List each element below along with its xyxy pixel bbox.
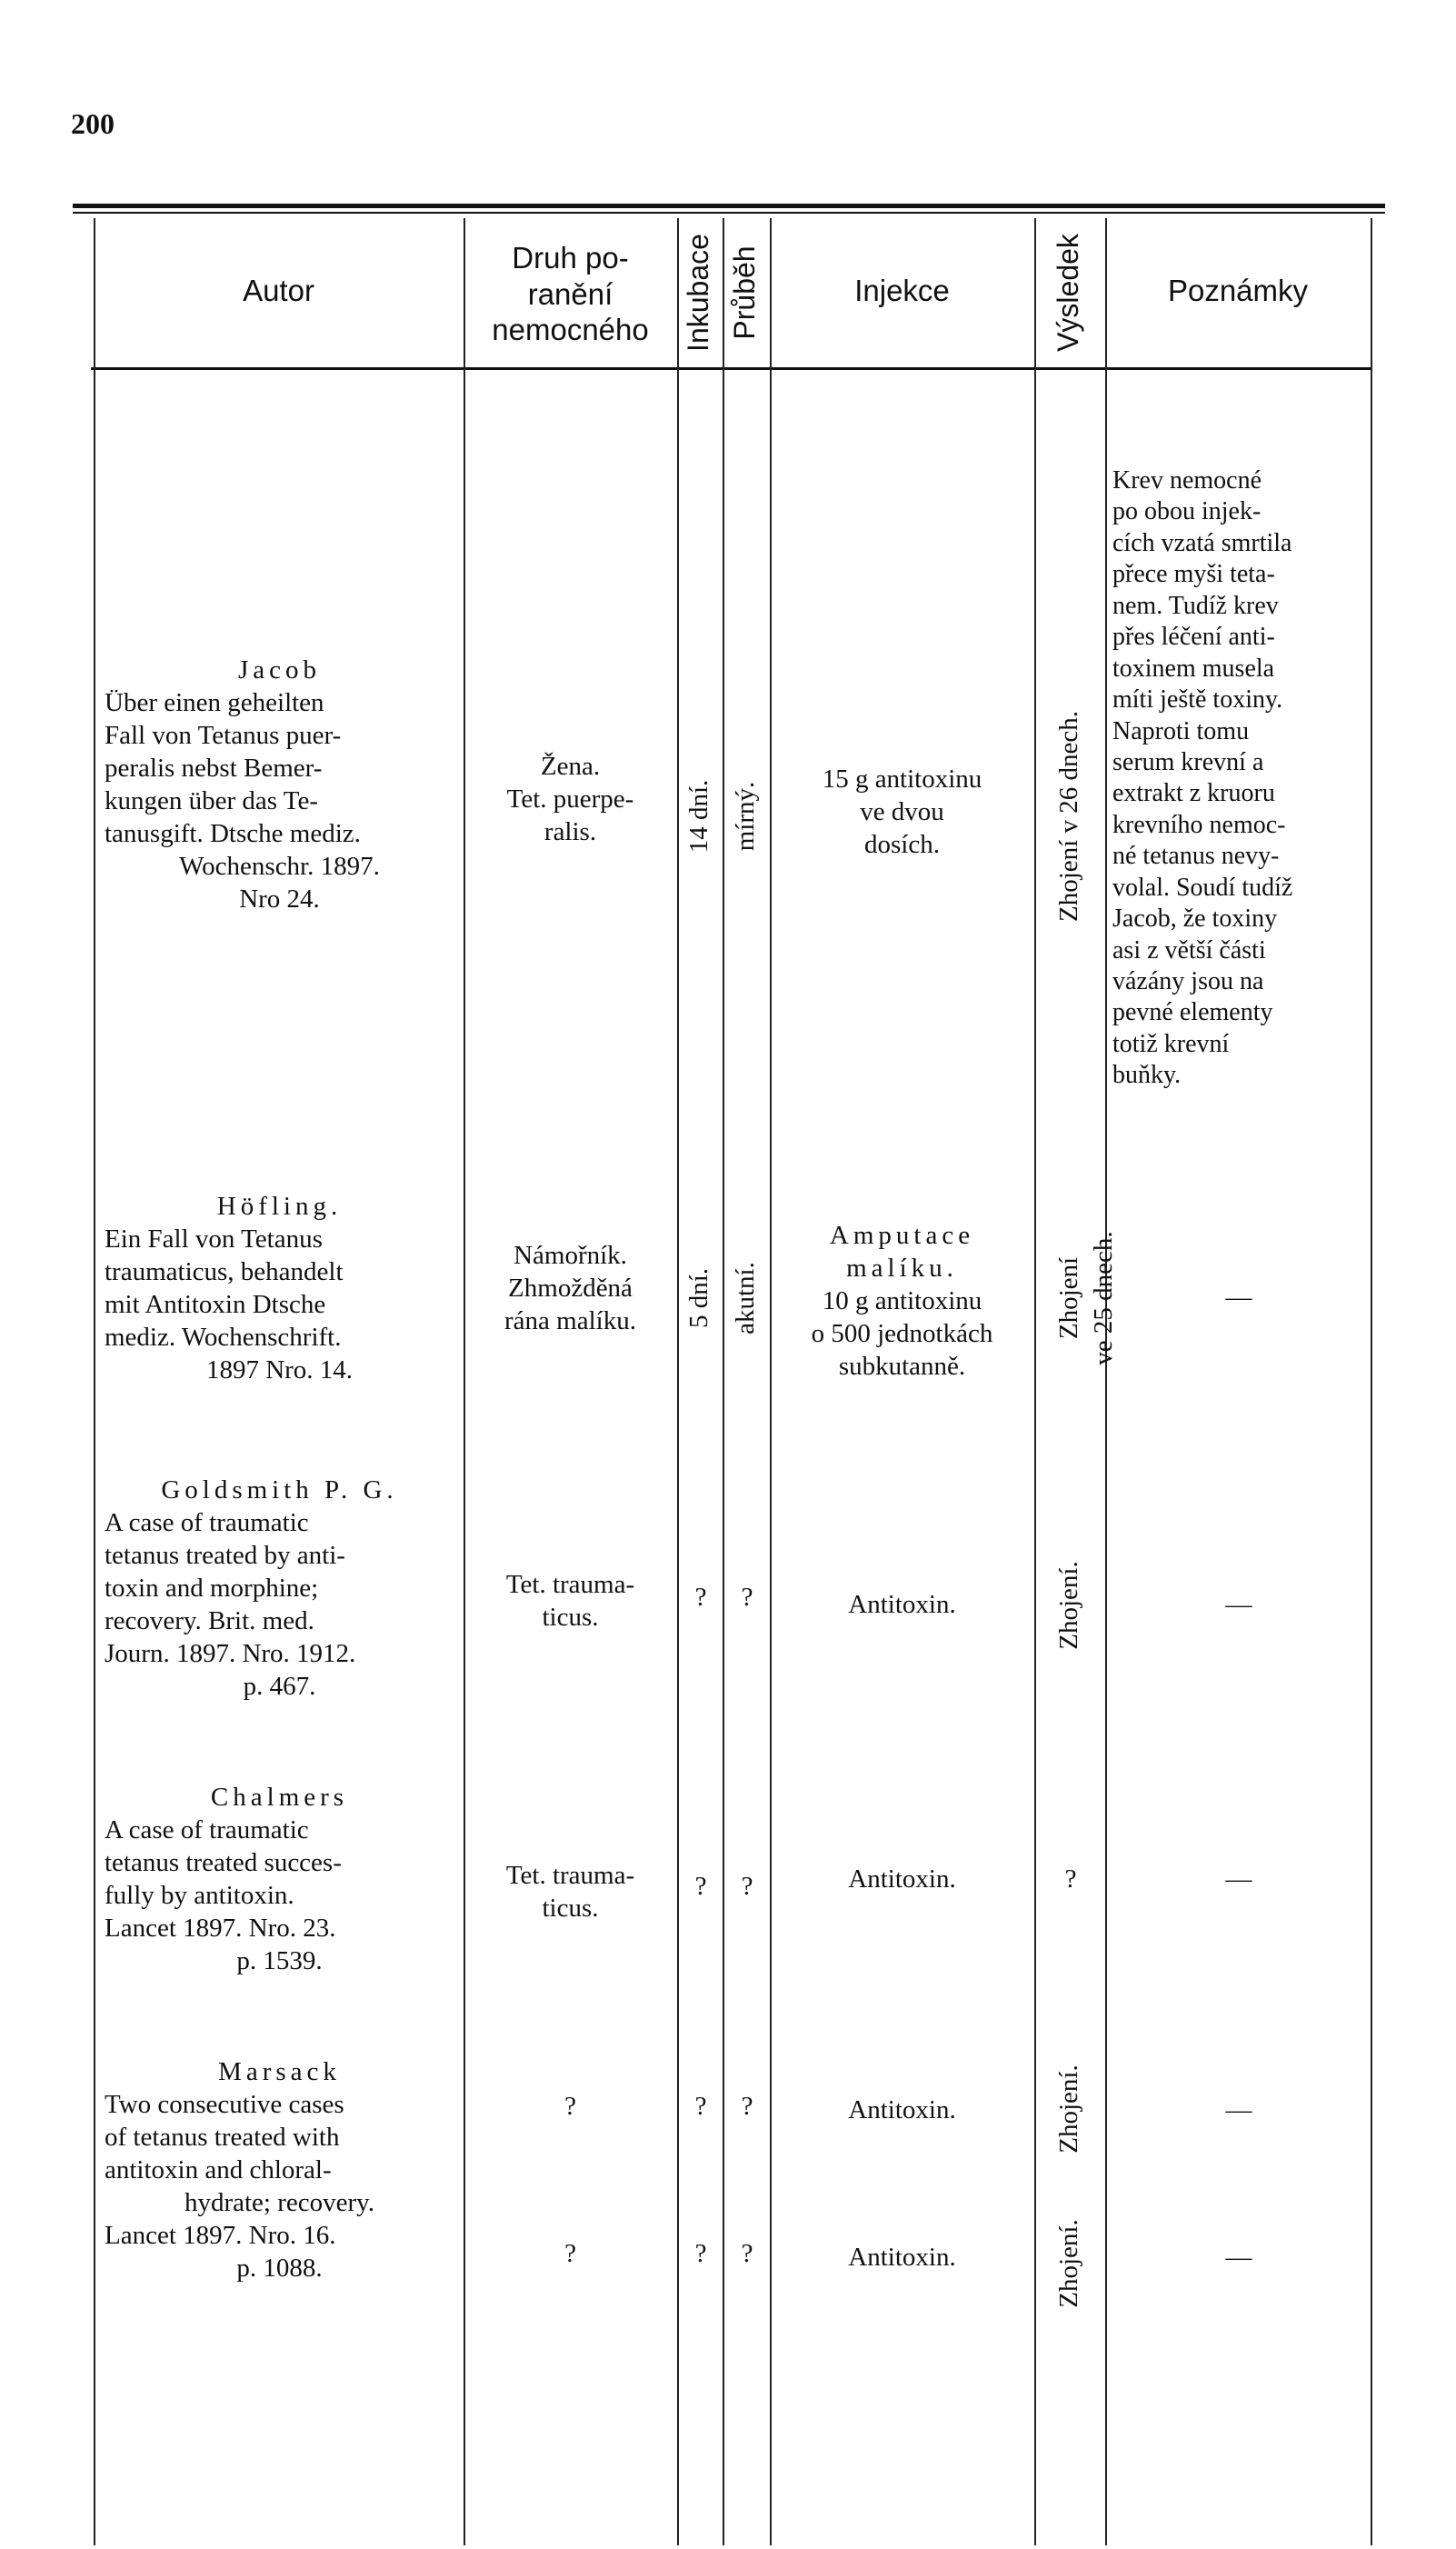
row-marsack-1-poznamky: — xyxy=(1225,2095,1252,2124)
row-hofling-prubeh: akutní. xyxy=(731,1262,760,1334)
citation-line: Ein Fall von Tetanus xyxy=(105,1224,323,1254)
note-line: přes léčení anti- xyxy=(1112,623,1275,652)
row-chalmers-injekce: Antitoxin. xyxy=(848,1864,956,1894)
author-name: Chalmers xyxy=(210,1783,349,1812)
row-marsack-2-druh: ? xyxy=(564,2239,576,2268)
author-name: Marsack xyxy=(218,2057,341,2086)
citation-line: tetanus treated succes- xyxy=(105,1847,342,1877)
citation-line: p. 1539. xyxy=(236,1945,323,1975)
row-goldsmith-druh xyxy=(465,1569,675,1634)
col-divider-3 xyxy=(723,218,724,2545)
citation-line: hydrate; recovery. xyxy=(184,2187,375,2217)
row-marsack-1-inkubace: ? xyxy=(694,2092,707,2121)
injekce-line: ve dvou xyxy=(860,796,944,826)
note-line: Jacob, že toxiny xyxy=(1112,905,1278,934)
note-line: po obou injek- xyxy=(1112,497,1262,526)
row-goldsmith-poznamky: — xyxy=(1225,1590,1252,1619)
citation-line: tanusgift. Dtsche mediz. xyxy=(105,818,361,848)
header-vysledek: Výsledek xyxy=(1052,234,1084,352)
citation-line: Journ. 1897. Nro. 1912. xyxy=(105,1638,356,1668)
row-jacob-poznamky xyxy=(1112,465,1365,1092)
injekce-line: 10 g antitoxinu xyxy=(822,1285,982,1315)
citation-line: peralis nebst Bemer- xyxy=(105,753,323,783)
citation-line: Two consecutive cases xyxy=(105,2089,344,2119)
note-line: asi z větší části xyxy=(1112,935,1266,965)
author-name: Jacob xyxy=(237,655,322,685)
note-line: extrakt z kruoru xyxy=(1112,779,1275,808)
druh-line: Tet. puerpe- xyxy=(506,784,634,814)
header-druh xyxy=(464,240,677,348)
citation-line: tetanus treated by anti- xyxy=(105,1540,345,1570)
citation-line: Nro 24. xyxy=(239,884,320,914)
citation-line: mit Antitoxin Dtsche xyxy=(105,1289,326,1319)
note-line: cích vzatá smrtila xyxy=(1112,528,1292,557)
row-chalmers-vysledek: ? xyxy=(1064,1864,1077,1894)
citation-line: Lancet 1897. Nro. 23. xyxy=(105,1913,336,1943)
note-line: přece myši teta- xyxy=(1112,560,1275,589)
citation-line: Fall von Tetanus puer- xyxy=(105,720,342,750)
row-marsack-2-prubeh: ? xyxy=(741,2239,753,2268)
citation-line: traumaticus, behandelt xyxy=(105,1256,344,1286)
druh-line: ralis. xyxy=(544,816,597,846)
col-divider-2 xyxy=(677,218,679,2545)
note-line: Naproti tomu xyxy=(1112,716,1250,745)
note-line: vázány jsou na xyxy=(1112,967,1264,995)
note-line: Krev nemocné xyxy=(1112,466,1262,495)
citation-line: kungen über das Te- xyxy=(105,785,319,815)
header-druh-line: ranění xyxy=(527,276,613,311)
citation-line: p. 467. xyxy=(243,1671,316,1701)
row-jacob-author-block xyxy=(105,655,454,916)
citation-line: toxin and morphine; xyxy=(105,1573,319,1603)
druh-line: rána malíku. xyxy=(504,1305,636,1335)
row-chalmers-druh xyxy=(465,1860,675,1925)
citation-line: A case of traumatic xyxy=(105,1814,309,1844)
note-line: pevné elementy xyxy=(1112,998,1273,1027)
row-chalmers-prubeh: ? xyxy=(741,1872,753,1901)
citation-line: fully by antitoxin. xyxy=(105,1880,294,1910)
header-druh-line: nemocného xyxy=(492,313,649,347)
row-hofling-injekce xyxy=(772,1220,1032,1384)
header-inkubace: Inkubace xyxy=(682,234,714,352)
druh-line: Námořník. xyxy=(514,1241,627,1270)
druh-line: Tet. trauma- xyxy=(505,1861,635,1890)
row-hofling-inkubace: 5 dní. xyxy=(684,1267,713,1329)
citation-line: A case of traumatic xyxy=(105,1507,309,1537)
citation-line: Über einen geheilten xyxy=(105,687,324,717)
row-marsack-2-vysledek: Zhojení. xyxy=(1054,2219,1083,2308)
row-marsack-2-injekce: Antitoxin. xyxy=(848,2243,956,2272)
row-hofling-vysledek-1: Zhojení xyxy=(1054,1256,1083,1340)
citation-line: p. 1088. xyxy=(236,2253,323,2283)
header-autor: Autor xyxy=(243,274,314,307)
citation-line: Wochenschr. 1897. xyxy=(179,851,380,881)
note-line: míti ještě toxiny. xyxy=(1112,685,1283,715)
row-hofling-author-block xyxy=(105,1191,454,1387)
note-line: né tetanus nevy- xyxy=(1112,842,1280,871)
row-goldsmith-author-block xyxy=(105,1474,454,1704)
druh-line: ticus. xyxy=(542,1893,599,1923)
row-hofling-vysledek-2: ve 25 dnech. xyxy=(1089,1231,1118,1365)
citation-line: 1897 Nro. 14. xyxy=(205,1354,354,1384)
row-marsack-author-block xyxy=(105,2056,454,2285)
injekce-line: malíku. xyxy=(846,1253,958,1283)
injekce-line: subkutanně. xyxy=(838,1351,966,1381)
citation-line: recovery. Brit. med. xyxy=(105,1605,314,1635)
col-divider-left xyxy=(94,218,95,2545)
row-marsack-2-inkubace: ? xyxy=(694,2239,707,2268)
author-name: Höfling. xyxy=(216,1192,343,1221)
header-injekce: Injekce xyxy=(854,274,950,307)
citation-line: antitoxin and chloral- xyxy=(105,2154,332,2184)
row-marsack-1-prubeh: ? xyxy=(741,2092,753,2121)
page-number: 200 xyxy=(71,107,115,140)
injekce-line: 15 g antitoxinu xyxy=(822,765,982,794)
citation-line: mediz. Wochenschrift. xyxy=(105,1322,342,1352)
injekce-line: dosích. xyxy=(864,829,940,859)
row-goldsmith-injekce: Antitoxin. xyxy=(848,1590,956,1619)
druh-line: Tet. trauma- xyxy=(505,1570,635,1599)
header-poznamky: Poznámky xyxy=(1167,274,1309,307)
note-line: buňky. xyxy=(1112,1061,1182,1090)
row-jacob-injekce xyxy=(772,764,1032,862)
header-prubeh: Průběh xyxy=(728,245,761,340)
col-divider-1 xyxy=(464,218,465,2545)
row-goldsmith-vysledek: Zhojení. xyxy=(1054,1561,1083,1650)
row-jacob-vysledek: Zhojení v 26 dnech. xyxy=(1054,711,1083,922)
note-line: serum krevní a xyxy=(1112,747,1264,776)
note-line: volal. Soudí tudíž xyxy=(1112,873,1293,902)
author-name: Goldsmith P. G. xyxy=(161,1475,398,1504)
row-marsack-1-vysledek: Zhojení. xyxy=(1054,2064,1083,2154)
druh-line: Žena. xyxy=(540,752,601,781)
row-chalmers-inkubace: ? xyxy=(694,1872,707,1901)
note-line: toxinem musela xyxy=(1112,654,1275,683)
row-jacob-druh xyxy=(465,751,675,849)
row-jacob-inkubace: 14 dní. xyxy=(684,779,713,854)
col-divider-right xyxy=(1371,218,1372,2545)
injekce-line: o 500 jednotkách xyxy=(811,1318,993,1348)
row-jacob-prubeh: mírný. xyxy=(731,781,760,852)
note-line: totiž krevní xyxy=(1112,1029,1230,1058)
row-goldsmith-inkubace: ? xyxy=(694,1583,707,1612)
row-marsack-1-injekce: Antitoxin. xyxy=(848,2095,956,2124)
note-line: krevního nemoc- xyxy=(1112,810,1286,839)
druh-line: ticus. xyxy=(542,1602,599,1632)
row-hofling-poznamky: — xyxy=(1225,1283,1252,1312)
header-druh-line: Druh po- xyxy=(512,241,629,275)
col-divider-5 xyxy=(1034,218,1036,2545)
druh-line: Zhmožděná xyxy=(508,1273,633,1303)
row-chalmers-author-block xyxy=(105,1782,454,1978)
row-hofling-druh xyxy=(465,1240,675,1338)
row-marsack-1-druh: ? xyxy=(564,2092,576,2121)
row-chalmers-poznamky: — xyxy=(1225,1864,1252,1894)
citation-line: Lancet 1897. Nro. 16. xyxy=(105,2220,336,2250)
row-goldsmith-prubeh: ? xyxy=(741,1583,753,1612)
note-line: nem. Tudíž krev xyxy=(1112,591,1279,620)
injekce-line: Amputace xyxy=(829,1221,975,1250)
citation-line: of tetanus treated with xyxy=(105,2122,340,2152)
row-marsack-2-poznamky: — xyxy=(1225,2243,1252,2272)
